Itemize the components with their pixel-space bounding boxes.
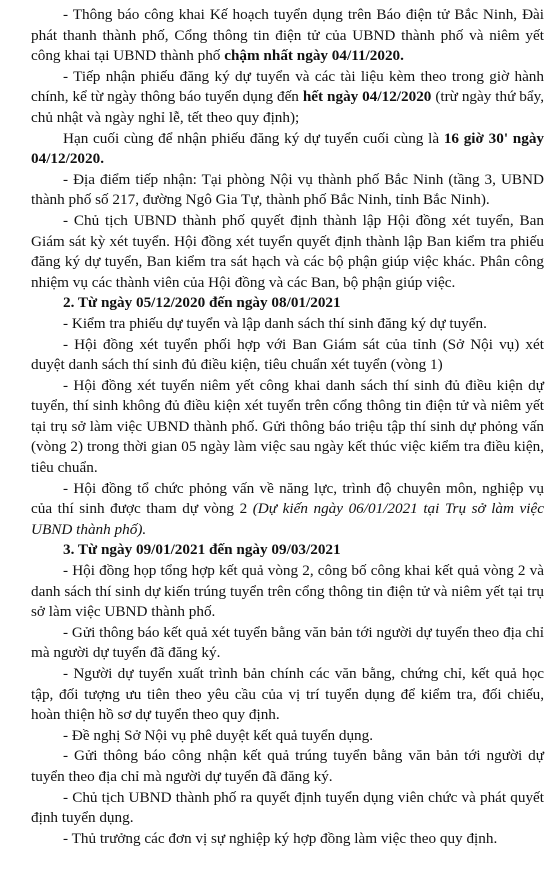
deadline-bold-text: chậm nhất ngày 04/11/2020.: [224, 47, 404, 65]
paragraph-location: - Địa điểm tiếp nhận: Tại phòng Nội vụ thành phố Bắc Ninh (tầng 3, UBND thành phố số 217, đường Ngô Gia Tự, thành phố Bắc Ninh, tỉnh Bắc Ninh).: [31, 170, 544, 209]
paragraph-results-meeting: - Hội đồng họp tổng hợp kết quả vòng 2, công bố công khai kết quả vòng 2 và danh sách thí sinh dự kiến trúng tuyển trên cổng thông tin điện tử và niêm yết tại trụ sở làm việc UBND thành phố.: [31, 562, 544, 621]
paragraph-review-list: - Hội đồng xét tuyển phối hợp với Ban Giám sát của tỉnh (Sở Nội vụ) xét duyệt danh sách thí sinh đủ điều kiện, tiêu chuẩn xét tuyển (vòng 1): [31, 335, 544, 374]
deadline-bold-text: 16 giờ 30' ngày 04/12/2020.: [31, 129, 545, 168]
paragraph-council: - Chủ tịch UBND thành phố quyết định thành lập Hội đồng xét tuyển, Ban Giám sát kỳ xét tuyển. Hội đồng xét tuyển quyết định thành lập Ban kiểm tra phiếu đăng ký dự tuyển, Ban kiểm tra sát hạch và các bộ phận giúp việc khác. Phân công nhiệm vụ các thành viên của Hội đồng và các Ban, bộ phận giúp việc.: [31, 211, 544, 291]
paragraph-text: Hạn cuối cùng để nhận phiếu đăng ký dự tuyển cuối cùng là: [63, 129, 444, 147]
paragraph-text: - Tiếp nhận phiếu đăng ký dự tuyển và các tài liệu kèm theo trong giờ hành chính, kể từ ngày thông báo tuyển dụng đến: [31, 67, 544, 106]
paragraph-approval-request: - Đề nghị Sở Nội vụ phê duyệt kết quả tuyển dụng.: [63, 726, 374, 744]
paragraph-send-results: - Gửi thông báo kết quả xét tuyển bằng văn bản tới người dự tuyển theo địa chỉ mà người dự tuyển đã đăng ký.: [31, 623, 544, 662]
section-2-heading: 2. Từ ngày 05/12/2020 đến ngày 08/01/2021: [63, 294, 341, 312]
paragraph-present-originals: - Người dự tuyển xuất trình bản chính các văn bằng, chứng chỉ, kết quả học tập, đối tượng ưu tiên theo yêu cầu của vị trí tuyển dụng để kiểm tra, đối chiếu, hoàn thiện hồ sơ dự tuyển theo quy định.: [31, 665, 544, 724]
paragraph-sign-contracts: - Thủ trưởng các đơn vị sự nghiệp ký hợp đồng làm việc theo quy định.: [63, 829, 498, 847]
deadline-bold-text: hết ngày 04/12/2020: [302, 88, 432, 106]
paragraph-interview: [31, 479, 544, 541]
paragraph-send-recognition: - Gửi thông báo công nhận kết quả trúng tuyển bằng văn bản tới người dự tuyển theo địa chỉ mà người dự tuyển đã đăng ký.: [31, 747, 544, 785]
paragraph-public-announcement: [31, 5, 544, 67]
italic-note-text: (Dự kiến ngày 06/01/2021 tại Trụ sở làm việc UBND thành phố).: [31, 500, 545, 538]
paragraph-text: (trừ ngày thứ bẩy, chủ nhật và ngày nghỉ lễ, tết theo quy định);: [31, 88, 545, 126]
paragraph-check-applications: - Kiểm tra phiếu dự tuyển và lập danh sách thí sinh đăng ký dự tuyển.: [63, 314, 487, 332]
paragraph-final-deadline: [31, 129, 544, 170]
paragraph-receive-applications: [31, 67, 544, 129]
section-3-heading: 3. Từ ngày 09/01/2021 đến ngày 09/03/2021: [63, 541, 341, 559]
paragraph-text: - Hội đồng tổ chức phỏng vấn về năng lực, trình độ chuyên môn, nghiệp vụ của thí sinh được tham dự vòng 2: [31, 479, 544, 518]
paragraph-text: - Thông báo công khai Kế hoạch tuyển dụng trên Báo điện tử Bắc Ninh, Đài phát thanh thành phố, Cổng thông tin điện tử của UBND thành phố và niêm yết công khai tại UBND thành phố: [31, 6, 544, 65]
paragraph-recruitment-decision: - Chủ tịch UBND thành phố ra quyết định tuyển dụng viên chức và phát quyết định tuyển dụng.: [31, 788, 544, 827]
paragraph-post-list: - Hội đồng xét tuyển niêm yết công khai danh sách thí sinh đủ điều kiện dự tuyển, thí sinh không đủ điều kiện xét tuyển trên cổng thông tin điện tử và niêm yết tại trụ sở làm việc UBND thành phố. Gửi thông báo triệu tập thí sinh dự phỏng vấn (vòng 2) trong thời gian 05 ngày làm việc sau ngày kết thúc việc kiểm tra điều kiện, tiêu chuẩn.: [31, 376, 544, 477]
